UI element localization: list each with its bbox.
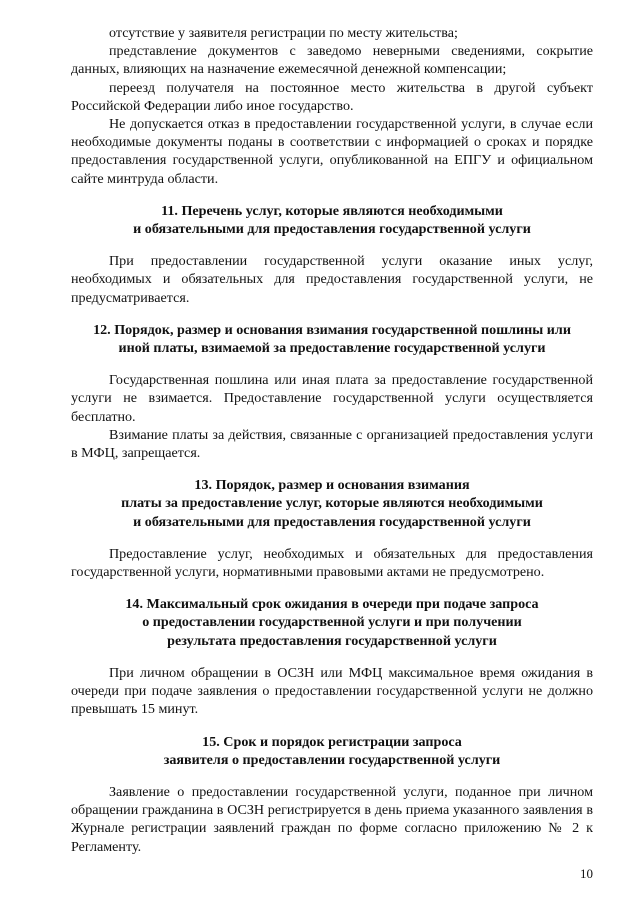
heading-line: и обязательными для предоставления государственной услуги: [133, 513, 531, 530]
section-11-heading: [71, 202, 593, 238]
heading-line: заявителя о предоставлении государственной услуги: [163, 751, 501, 768]
section-13-paragraph: Предоставление услуг, необходимых и обязательных для предоставления государственной услуги, нормативными правовыми актами не предусмотрено.: [71, 545, 593, 581]
section-14-paragraph: При личном обращении в ОСЗН или МФЦ максимальное время ожидания в очереди при подаче заявления о предоставлении государственной услуги не должно превышать 15 минут.: [71, 664, 593, 718]
heading-line: 11. Перечень услуг, которые являются необходимыми: [161, 202, 503, 219]
section-13-heading: [71, 476, 593, 531]
heading-line: результата предоставления государственной услуги: [167, 632, 497, 649]
intro-paragraph: представление документов с заведомо неверными сведениями, сокрытие данных, влияющих на назначение ежемесячной денежной компенсации;: [71, 43, 593, 78]
section-12-paragraph: Государственная пошлина или иная плата за предоставление государственной услуги не взимается. Предоставление государственной услуги осуществляется бесплатно.: [71, 372, 593, 425]
section-15-heading: [71, 733, 593, 769]
heading-line: 15. Срок и порядок регистрации запроса: [202, 733, 462, 750]
heading-line: иной платы, взимаемой за предоставление государственной услуги: [118, 340, 546, 357]
heading-line: о предоставлении государственной услуги и при получении: [142, 614, 522, 631]
intro-paragraph: отсутствие у заявителя регистрации по месту жительства;: [109, 25, 458, 41]
heading-line: 14. Максимальный срок ожидания в очереди при подаче запроса: [125, 596, 539, 613]
section-12-paragraph: Взимание платы за действия, связанные с организацией предоставления услуги в МФЦ, запрещается.: [71, 426, 593, 462]
intro-paragraph: переезд получателя на постоянное место жительства в другой субъект Российской Федерации либо иное государство.: [71, 79, 593, 114]
heading-line: и обязательными для предоставления государственной услуги: [133, 221, 531, 238]
heading-line: 13. Порядок, размер и основания взимания: [194, 477, 470, 494]
page-number: 10: [580, 866, 593, 881]
section-14-heading: [71, 595, 593, 650]
heading-line: 12. Порядок, размер и основания взимания государственной пошлины или: [93, 321, 571, 338]
section-12-heading: [71, 321, 593, 357]
heading-line: платы за предоставление услуг, которые являются необходимыми: [121, 495, 543, 512]
intro-paragraph: Не допускается отказ в предоставлении государственной услуги, в случае если необходимые документы поданы в соответствии с информацией о сроках и порядке предоставления государственной услуги, опубликованной на ЕПГУ и официальном сайте минтруда области.: [71, 116, 593, 187]
section-11-paragraph: При предоставлении государственной услуги оказание иных услуг, необходимых и обязательных для предоставления государственной услуги, не предусматривается.: [71, 253, 593, 306]
section-15-paragraph: Заявление о предоставлении государственной услуги, поданное при личном обращении гражданина в ОСЗН регистрируется в день приема указанного заявления в Журнале регистрации заявлений граждан по форме согласно приложению № 2 к Регламенту.: [71, 783, 593, 855]
document-page: [71, 24, 593, 856]
